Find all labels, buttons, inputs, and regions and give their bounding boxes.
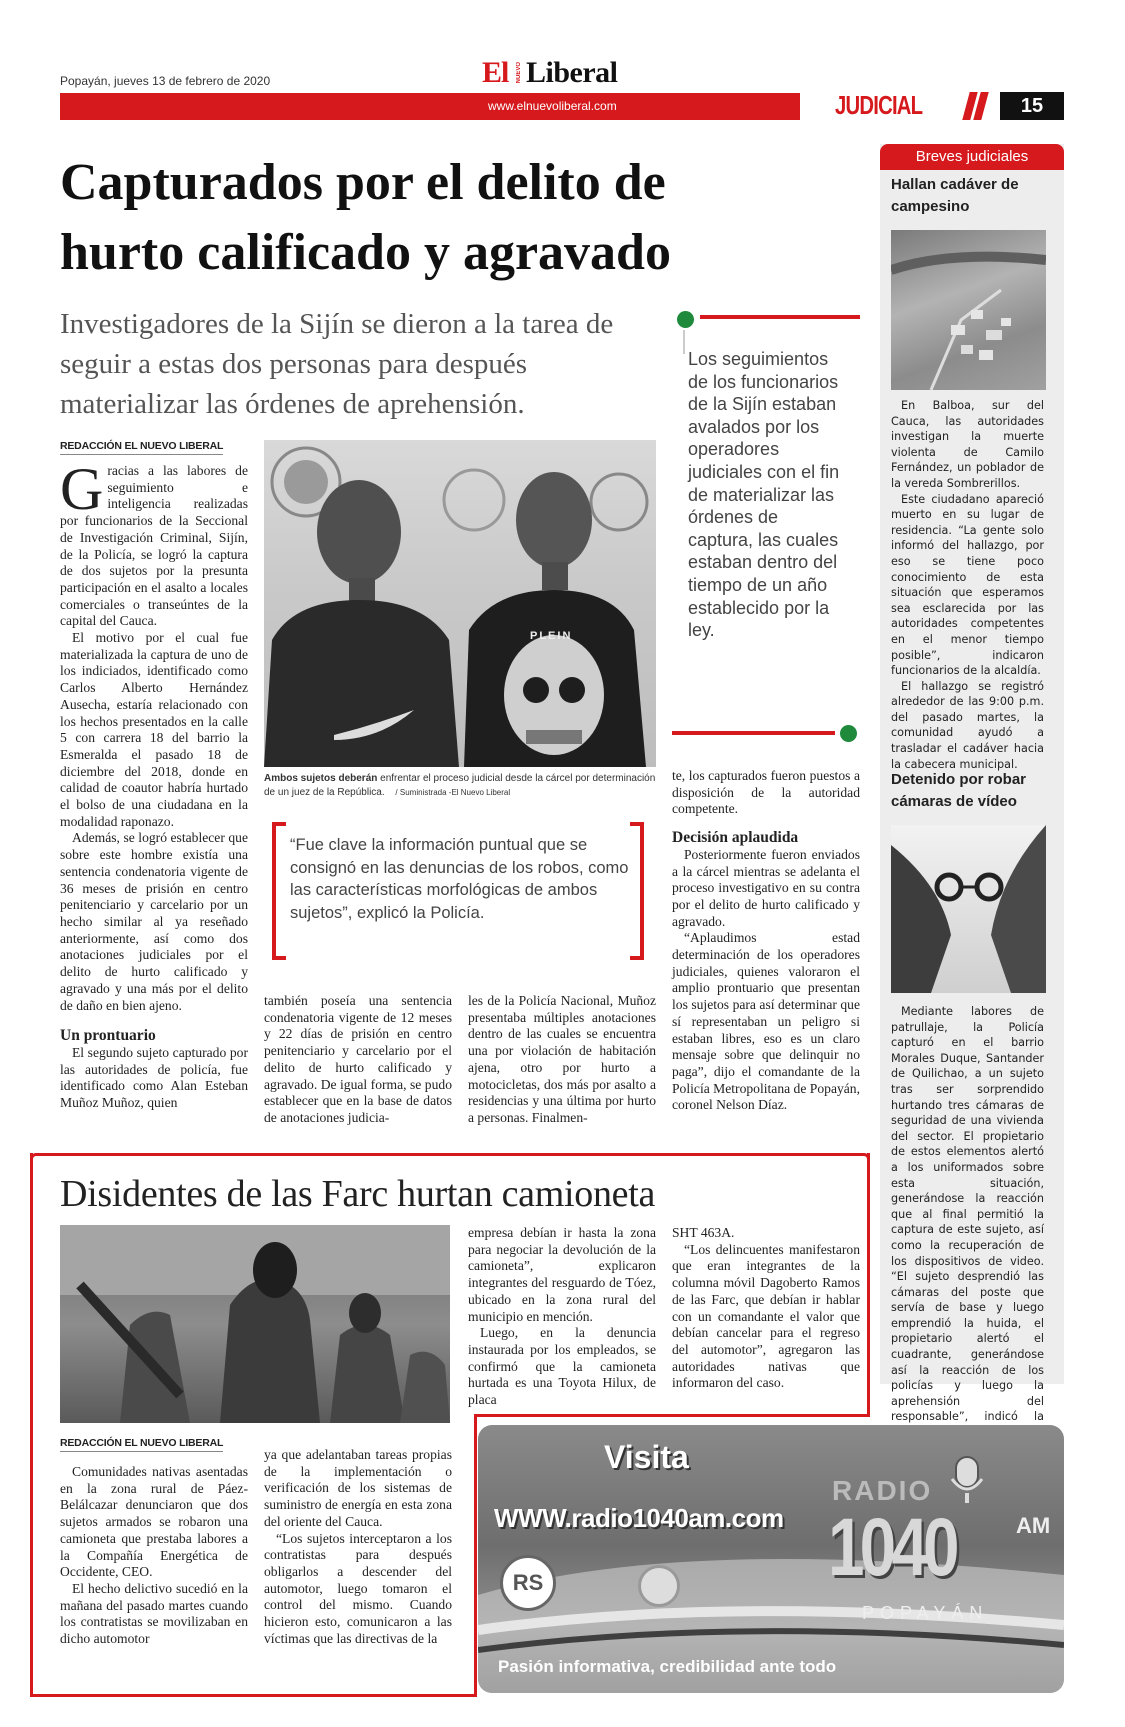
caption-bold: Ambos sujetos deberán	[264, 773, 378, 784]
paragraph: “Aplaudimos estad determinación de los operadores judiciales, quienes valoraron el amplio prontuario que presentan los sujetos para así determinar que sí representaban un peligro si estaban libres, eso es un claro mensaje sobre que delinquir no paga”, dijo el comandante de la Policía Metropolitana de Popayán, coronel Nelson Díaz.	[672, 930, 861, 1113]
article-column-2: también poseía una sentencia condenatoria vigente de 12 meses y 22 días de prisión en centro penitenciario y carcelario por el delito de hurto calificado y agravado. De igual forma, se pudo establecer que en la base de datos de anotaciones judicia-	[264, 993, 452, 1125]
section-label: JUDICIAL	[835, 90, 923, 120]
second-column-3	[468, 1225, 656, 1409]
subhead-prontuario: Un prontuario	[60, 1027, 156, 1045]
article-column-1	[60, 456, 248, 1112]
pull-top-dot	[677, 311, 694, 328]
paragraph: El hecho delictivo sucedió en la mañana del pasado martes cuando los contratistas se movilizaban en dicho automotor	[60, 1580, 248, 1647]
dissidents-illustration	[60, 1225, 450, 1423]
handcuffs-illustration	[891, 825, 1046, 993]
signal-icon	[638, 1565, 680, 1607]
handcuffs-photo	[891, 825, 1046, 993]
ad-url[interactable]: WWW.radio1040am.com	[494, 1503, 784, 1533]
paragraph: SHT 463A.	[672, 1225, 735, 1240]
ad-slogan: Pasión informativa, credibilidad ante todo	[498, 1657, 837, 1676]
website-link[interactable]: www.elnuevoliberal.com	[488, 99, 617, 113]
second-column-4	[672, 1225, 860, 1392]
paragraph: te, los capturados fueron puestos a disposición de la autoridad competente.	[672, 768, 860, 817]
shirt-brand-text: PLEIN	[530, 630, 573, 642]
aerial-town-photo	[891, 230, 1046, 390]
pull-bottom-dot	[840, 725, 857, 742]
pull-top-line	[700, 315, 860, 319]
second-story-frame-left	[30, 1153, 33, 1697]
ad-frequency: 1040	[828, 1502, 955, 1593]
aerial-town-illustration	[891, 230, 1046, 390]
microphone-icon	[948, 1455, 986, 1507]
suspects-illustration	[264, 440, 656, 767]
ad-visita: Visita	[604, 1439, 689, 1475]
paragraph: “Los delincuentes manifestaron que eran integrantes de la columna móvil Dagoberto Ramos de las Farc, que debían ir hablar con un comandante el valor que debían cancelar para el regreso del automotor”, agregaron las autoridades nativas que informaron del caso.	[672, 1241, 860, 1391]
second-story-frame-bottom	[30, 1694, 477, 1697]
ad-am: AM	[1016, 1513, 1051, 1538]
ad-radio-label: RADIO	[832, 1475, 933, 1506]
pull-bottom-line	[672, 731, 835, 735]
second-column-2	[264, 1447, 452, 1647]
headline	[60, 148, 820, 288]
paragraph: El segundo sujeto capturado por las autoridades de policía, fue identificado como Alan Esteban Muñoz Muñoz, quien	[60, 1044, 248, 1111]
second-byline: REDACCIÓN EL NUEVO LIBERAL	[60, 1437, 223, 1452]
sidebar-tag: Breves judiciales	[880, 144, 1064, 170]
byline: REDACCIÓN EL NUEVO LIBERAL	[60, 440, 223, 455]
headline-line-1: Capturados por el delito de	[60, 154, 666, 211]
sidebar-headline-1: Hallan cadáver de campesino	[891, 176, 1019, 215]
dateline: Popayán, jueves 13 de febrero de 2020	[60, 74, 271, 88]
paragraph: Posteriormente fueron enviados a la cárcel mientras se adelanta el proceso investigativo en su contra por el delito de hurto calificado y agravado.	[672, 846, 860, 929]
paragraph: Comunidades nativas asentadas en la zona rural de Páez-Belálcazar denunciaron que dos sujetos armados se robaron una camioneta que prestaba labores a la Compañía Energética de Occidente, CEO.	[60, 1464, 248, 1580]
second-column-1	[60, 1464, 248, 1648]
sidebar-headline-2: Detenido por robar cámaras de vídeo	[891, 771, 1027, 810]
photo-caption	[264, 772, 656, 800]
caption-text: enfrentar el proceso judicial desde la cárcel por determinación de un juez de la República.	[264, 773, 656, 798]
ad-city: POPAYÁN	[862, 1603, 989, 1623]
paragraph: racias a las labores de seguimiento e inteligencia realizadas por funcionarios de la Seccional de Investigación Criminal, Sijín, de la Policía, se logró la captura de dos sujetos por la presunta participación en el asalto a locales comerciales o transeúntes de la capital del Cauca.	[60, 463, 248, 629]
drop-cap: G	[60, 456, 104, 522]
subhead-decision: Decisión aplaudida	[672, 829, 799, 847]
masthead-logo	[482, 58, 642, 92]
paragraph: En Balboa, sur del Cauca, las autoridades investigan la muerte violenta de Camilo Fernández, un poblador de la vereda Sombrerillos.	[891, 399, 1044, 490]
suspects-photo	[264, 440, 656, 767]
page-number: 15	[1000, 92, 1064, 120]
quote-box	[272, 822, 644, 960]
second-story-frame-inner	[474, 1414, 477, 1697]
paragraph: El motivo por el cual fue materializada la captura de uno de los indiciados, identificado como Carlos Alberto Hernández Ausecha, estaría relacionado con los hechos presentados en la calle 5 con carrera 18 del barrio la Esmeralda el pasado 18 de diciembre del 2018, donde en calidad de coautor habría hurtado el bolso de una ciudadana en la modalidad raponazo.	[60, 630, 248, 829]
headline-line-2: hurto calificado y agravado	[60, 224, 671, 281]
article-column-4	[672, 768, 860, 1114]
logo-liberal: Liberal	[526, 56, 618, 89]
header-red-bar	[60, 93, 800, 120]
sidebar-story-1	[891, 398, 1044, 772]
second-story-frame-right	[867, 1153, 870, 1417]
rs-logo-text: RS	[512, 1570, 544, 1595]
paragraph: Mediante labores de patrullaje, la Policía capturó en el barrio Morales Duque, Santander de Quilichao, a un sujeto tras ser sorprendido hurtando tres cámaras de seguridad de una vivienda del sector. El propietario de estos elementos alertó a los uniformados sobre esta situación, generándose la reacción que al final permitió la captura de este sujeto, así como la recuperación de los dispositivos de video. “El sujeto desprendió las cámaras del poste que servía de base y luego emprendió la huida, el propietario alertó el cuadrante, generándose así la reacción de los policías y luego la aprehensión del responsable”, indicó la	[891, 1005, 1044, 1424]
paragraph: empresa debían ir hasta la zona para negociar la devolución de la camioneta”, explicaron integrantes del resguardo de Tóez, ubicado en la zona rural del municipio en mención.	[468, 1225, 656, 1324]
paragraph: “Los sujetos interceptaron a los contratistas para después obligarlos a descender del automotor, luego tomaron el control del mismo. Cuando hicieron esto, comunicaron a las víctimas que las directivas de la	[264, 1530, 452, 1646]
paragraph: El hallazgo se registró alrededor de las 9:00 p.m. del pasado martes, la comunidad ayudó a trasladar el cadáver hacia la cabecera municipal.	[891, 679, 1044, 771]
quote-text: “Fue clave la información puntual que se consignó en las denuncias de los robos, como las características morfológicas de ambos sujetos”, explicó la Policía.	[290, 836, 629, 922]
side-pull-text: Los seguimientos de los funcionarios de la Sijín estaban avalados por los operadores judiciales con el fin de materializar las órdenes de captura, las cuales estaban dentro del tiempo de un año establecido por la ley.	[688, 349, 840, 641]
article-column-3: les de la Policía Nacional, Muñoz presentaba múltiples anotaciones dentro de las cuales se encuentra una por violación de habitación ajena, otro por hurto a motocicletas, dos más por asalto a residencias y una última por hurto a personas. Finalmen-	[468, 993, 656, 1125]
sidebar-story-2	[891, 1004, 1044, 1441]
logo-el: El	[482, 56, 509, 89]
paragraph: Luego, en la denuncia instaurada por los empleados, se confirmó que la camioneta hurtada es una Toyota Hilux, de placa	[468, 1325, 656, 1408]
logo-nuevo: NUEVO	[516, 62, 522, 84]
deck: Investigadores de la Sijín se dieron a la tarea de seguir a estas dos personas para después materializar las órdenes de aprehensión.	[60, 308, 614, 420]
rs-logo	[500, 1555, 556, 1611]
caption-credit: / Suministrada -El Nuevo Liberal	[395, 788, 511, 797]
dissidents-photo	[60, 1225, 450, 1423]
second-story-frame-step	[474, 1414, 870, 1417]
second-headline: Disidentes de las Farc hurtan camioneta	[60, 1173, 656, 1215]
paragraph: ya que adelantaban tareas propias de la implementación o verificación de los sistemas de suministro de energía en esta zona del oriente del Cauca.	[264, 1447, 452, 1529]
radio-ad[interactable]	[478, 1425, 1064, 1693]
pull-top-line-thin	[683, 330, 685, 354]
paragraph: Además, se logró establecer que sobre este hombre existía una sentencia condenatoria vigente de 36 meses de prisión en centro penitenciario y carcelario por un hecho similar al ya reseñado anteriormente, así como dos anotaciones judiciales por el delito de hurto calificado y agravado y una más por el delito de daño en bien ajeno.	[60, 830, 248, 1013]
paragraph: Este ciudadano apareció muerto en su lugar de residencia. “La gente solo informó del hallazgo, por eso se tiene poco conocimiento de esta situación que esperamos sea esclarecida por las autoridades competentes en el menor tiempo posible”, indicaron funcionarios de la alcaldía.	[891, 492, 1044, 678]
